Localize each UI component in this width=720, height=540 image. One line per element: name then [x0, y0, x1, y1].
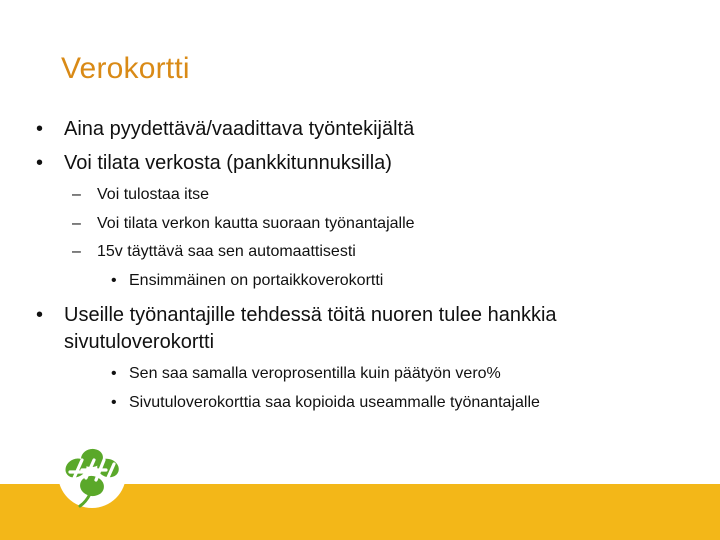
sub-sub-bullet-text: Ensimmäinen on portaikkoverokortti [129, 272, 384, 289]
bullet-marker: • [36, 152, 44, 174]
sub-sub-bullet-text: Sen saa samalla veroprosentilla kuin päätyön vero% [129, 365, 501, 382]
bullet-marker: • [111, 365, 117, 382]
bullet-marker: • [111, 394, 117, 411]
bullet-text: Aina pyydettävä/vaadittava työntekijältä [64, 118, 415, 140]
bullet-text-continuation: sivutuloverokortti [64, 331, 215, 353]
bullet-marker: • [36, 304, 44, 326]
dash-marker: – [72, 243, 81, 260]
bullet-text: Voi tilata verkosta (pankkitunnuksilla) [64, 152, 392, 174]
sub-bullet-text: 15v täyttävä saa sen automaattisesti [97, 243, 356, 260]
dash-marker: – [72, 186, 81, 203]
bullet-text: Useille työnantajille tehdessä töitä nuoren tulee hankkia [64, 304, 557, 326]
bullet-marker: • [111, 272, 117, 289]
sub-bullet-text: Voi tilata verkon kautta suoraan työnantajalle [97, 215, 415, 232]
dash-marker: – [72, 215, 81, 232]
slide-title: Verokortti [61, 52, 190, 85]
bullet-marker: • [36, 118, 44, 140]
sub-bullet-text: Voi tulostaa itse [97, 186, 210, 203]
4h-clover-logo-icon [56, 438, 128, 510]
sub-sub-bullet-text: Sivutuloverokorttia saa kopioida useammalle työnantajalle [129, 394, 540, 411]
